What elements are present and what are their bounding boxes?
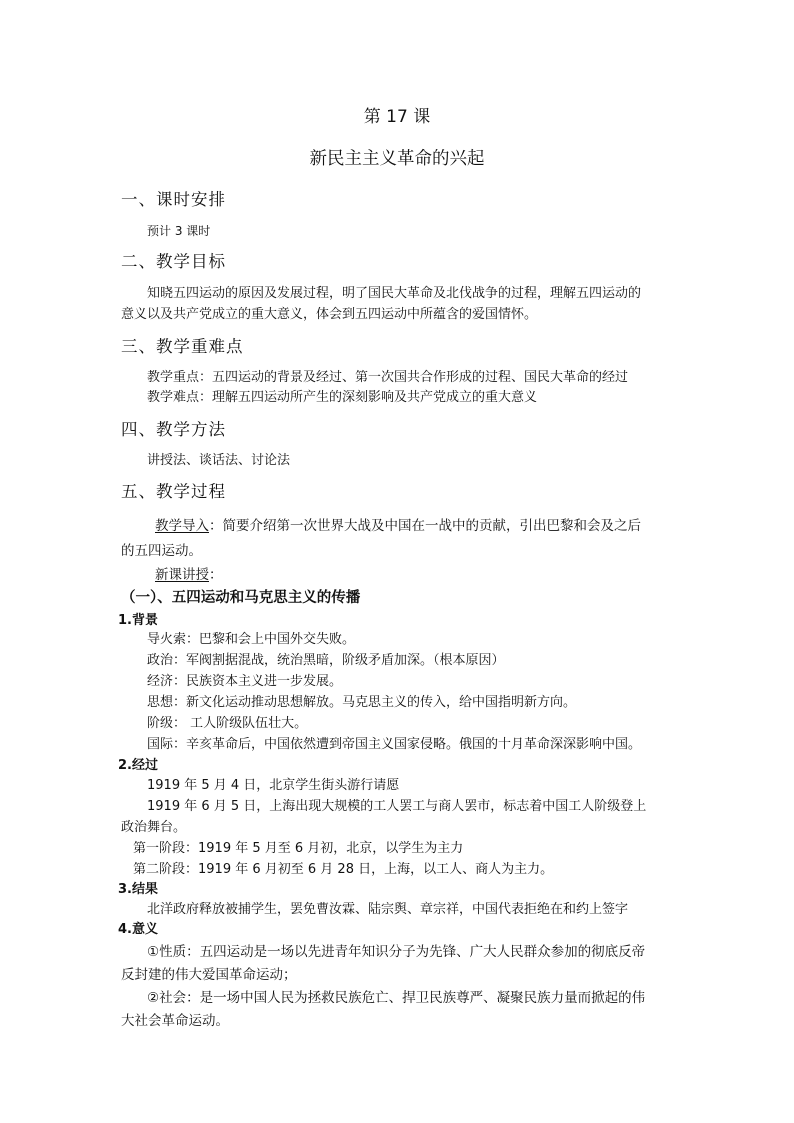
new-lesson-label: 新课讲授 (155, 567, 209, 583)
intro-line-1 (155, 516, 641, 536)
process-line-3: 政治舞台。 (121, 820, 187, 835)
intro-line-2: 的五四运动。 (121, 543, 202, 559)
intro-label: 教学导入 (155, 518, 209, 534)
meaning-line-2: 反封建的伟大爱国革命运动； (121, 967, 297, 983)
section-heading-schedule: 一、课时安排 (121, 190, 226, 209)
new-lesson-line: 新课讲授： (155, 567, 223, 583)
background-item: 政治：军阀割据混战，统治黑暗，阶级矛盾加深。（根本原因） (147, 653, 505, 668)
result-text: 北洋政府释放被捕学生，罢免曹汝霖、陆宗舆、章宗祥，中国代表拒绝在和约上签字 (147, 902, 629, 917)
process-stage-1: 第一阶段：1919 年 5 月至 6 月初，北京，以学生为主力 (133, 841, 464, 856)
methods-text: 讲授法、谈话法、讨论法 (147, 453, 291, 468)
lesson-number: 第 17 课 (363, 107, 431, 127)
goals-line-1: 知晓五四运动的原因及发展过程，明了国民大革命及北伐战争的过程，理解五四运动的 (147, 286, 642, 301)
key-point-text: 教学重点：五四运动的背景及经过、第一次国共合作形成的过程、国民大革命的经过 (147, 370, 629, 385)
meaning-line-4: 大社会革命运动。 (121, 1013, 229, 1029)
intro-text: ：简要介绍第一次世界大战及中国在一战中的贡献，引出巴黎和会及之后 (209, 518, 641, 534)
subheading-meaning: 4.意义 (118, 922, 158, 937)
meaning-line-1: ①性质：五四运动是一场以先进青年知识分子为先锋、广大人民群众参加的彻底反帝 (147, 944, 646, 960)
section-heading-process: 五、教学过程 (121, 482, 226, 501)
lesson-title: 新民主主义革命的兴起 (309, 149, 485, 169)
process-stage-2: 第二阶段：1919 年 6 月初至 6 月 28 日，上海，以工人、商人为主力。 (133, 862, 554, 877)
background-item: 导火索：巴黎和会上中国外交失败。 (147, 632, 356, 647)
section-heading-methods: 四、教学方法 (121, 420, 226, 439)
background-item: 思想：新文化运动推动思想解放。马克思主义的传入，给中国指明新方向。 (147, 695, 577, 710)
process-line-1: 1919 年 5 月 4 日，北京学生街头游行请愿 (147, 778, 400, 793)
part-heading-may-fourth: （一）、五四运动和马克思主义的传播 (121, 590, 361, 606)
meaning-line-3: ②社会：是一场中国人民为拯救民族危亡、捍卫民族尊严、凝聚民族力量而掀起的伟 (147, 990, 646, 1006)
subheading-process: 2.经过 (118, 758, 158, 773)
process-line-2: 1919 年 6 月 5 日，上海出现大规模的工人罢工与商人罢市，标志着中国工人阶级登上 (147, 799, 647, 814)
goals-line-2: 意义以及共产党成立的重大意义，体会到五四运动中所蕴含的爱国情怀。 (121, 307, 538, 322)
schedule-text: 预计 3 课时 (147, 224, 211, 238)
background-item: 经济：民族资本主义进一步发展。 (147, 674, 343, 689)
subheading-result: 3.结果 (118, 882, 158, 897)
section-heading-key-points: 三、教学重难点 (121, 337, 244, 356)
background-item: 阶级： 工人阶级队伍壮大。 (147, 716, 308, 731)
subheading-background: 1.背景 (118, 613, 158, 628)
difficult-point-text: 教学难点：理解五四运动所产生的深刻影响及共产党成立的重大意义 (147, 390, 538, 405)
section-heading-goals: 二、教学目标 (121, 252, 226, 271)
background-item: 国际：辛亥革命后，中国依然遭到帝国主义国家侵略。俄国的十月革命深深影响中国。 (147, 737, 642, 752)
